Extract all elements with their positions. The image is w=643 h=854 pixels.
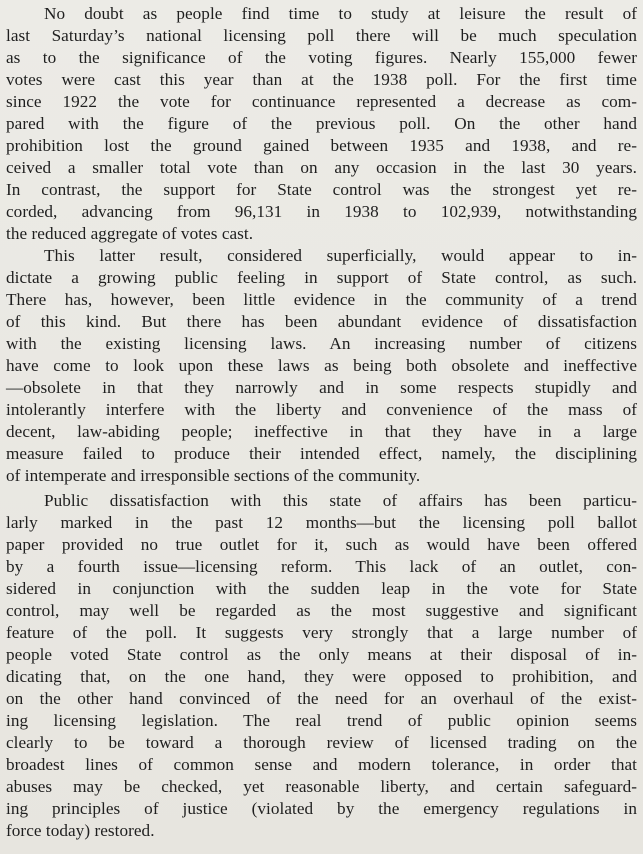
text-line: as to the significance of the voting figures. Nearly 155,000 fewer	[6, 48, 637, 67]
text-line: votes were cast this year than at the 1938 poll. For the first time	[6, 70, 637, 89]
text-line: last Saturday’s national licensing poll there will be much speculation	[6, 26, 637, 45]
text-line: In contrast, the support for State control was the strongest yet re-	[6, 180, 637, 199]
text-line: clearly to be toward a thorough review of licensed trading on the	[6, 733, 637, 752]
text-line: prohibition lost the ground gained between 1935 and 1938, and re-	[6, 136, 637, 155]
text-line: people voted State control as the only means at their disposal of in-	[6, 645, 637, 664]
text-line: paper provided no true outlet for it, such as would have been offered	[6, 535, 637, 554]
text-line: measure failed to produce their intended effect, namely, the disciplining	[6, 444, 637, 463]
text-line: ceived a smaller total vote than on any occasion in the last 30 years.	[6, 158, 637, 177]
text-line: feature of the poll. It suggests very strongly that a large number of	[6, 623, 637, 642]
text-line: on the other hand convinced of the need for an overhaul of the exist-	[6, 689, 637, 708]
text-line: ing licensing legislation. The real trend of public opinion seems	[6, 711, 637, 730]
text-line: have come to look upon these laws as being both obsolete and ineffective	[6, 356, 637, 375]
text-line: intolerantly interfere with the liberty and convenience of the mass of	[6, 400, 637, 419]
text-line: force today) restored.	[6, 821, 155, 840]
text-line: ing principles of justice (violated by the emergency regulations in	[6, 799, 637, 818]
text-line: dictate a growing public feeling in support of State control, as such.	[6, 268, 637, 287]
text-line: Public dissatisfaction with this state of affairs has been particu-	[44, 491, 637, 510]
text-line: sidered in conjunction with the sudden leap in the vote for State	[6, 579, 637, 598]
text-line: corded, advancing from 96,131 in 1938 to 102,939, notwithstanding	[6, 202, 637, 221]
text-line: —obsolete in that they narrowly and in some respects stupidly and	[6, 378, 637, 397]
text-line: with the existing licensing laws. An increasing number of citizens	[6, 334, 637, 353]
text-line: since 1922 the vote for continuance represented a decrease as com-	[6, 92, 637, 111]
text-line: There has, however, been little evidence in the community of a trend	[6, 290, 637, 309]
text-line: No doubt as people find time to study at leisure the result of	[44, 4, 637, 23]
text-line: decent, law-abiding people; ineffective in that they have in a large	[6, 422, 637, 441]
text-line: pared with the figure of the previous poll. On the other hand	[6, 114, 637, 133]
text-line: of this kind. But there has been abundant evidence of dissatisfaction	[6, 312, 637, 331]
text-line: control, may well be regarded as the most suggestive and significant	[6, 601, 637, 620]
text-line: abuses may be checked, yet reasonable liberty, and certain safeguard-	[6, 777, 637, 796]
text-line: dicating that, on the one hand, they were opposed to prohibition, and	[6, 667, 637, 686]
text-line: broadest lines of common sense and modern tolerance, in order that	[6, 755, 637, 774]
text-line: by a fourth issue—licensing reform. This lack of an outlet, con-	[6, 557, 637, 576]
text-line: the reduced aggregate of votes cast.	[6, 224, 254, 243]
text-line: larly marked in the past 12 months—but the licensing poll ballot	[6, 513, 637, 532]
text-line: of intemperate and irresponsible sections of the community.	[6, 466, 421, 485]
text-line: This latter result, considered superficially, would appear to in-	[44, 246, 637, 265]
